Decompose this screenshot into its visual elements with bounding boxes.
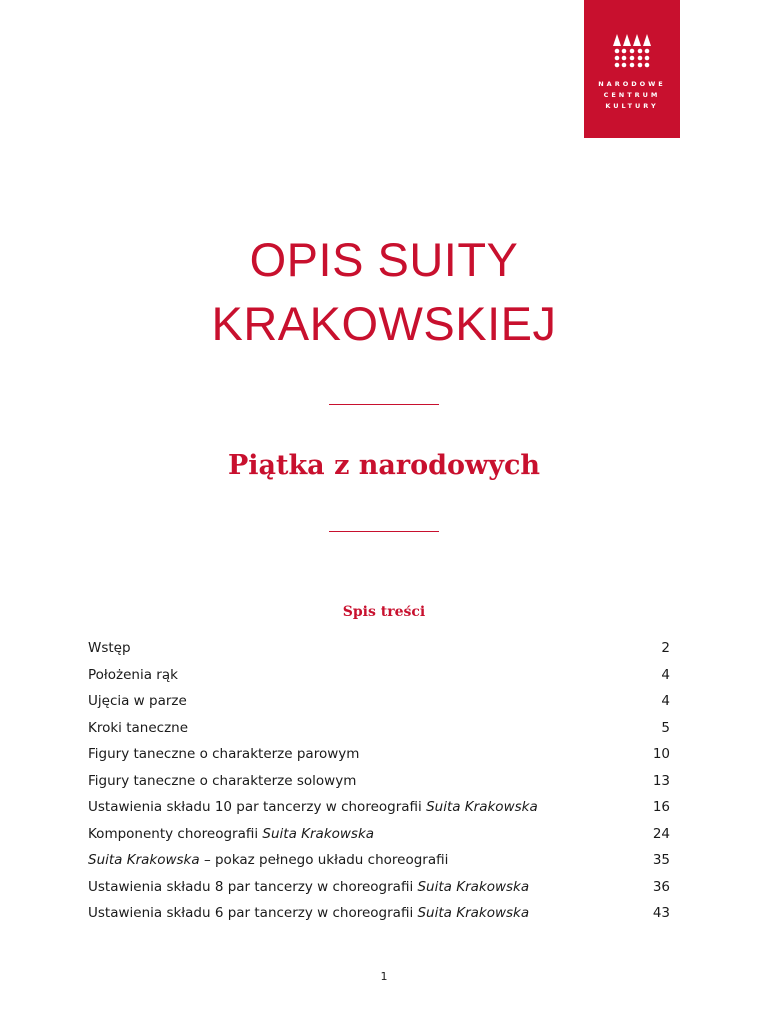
toc-entry-italic: Suita Krakowska xyxy=(262,825,375,842)
toc-entry-title xyxy=(88,826,374,842)
toc-heading: Spis treści xyxy=(342,604,426,620)
toc-entry-text: Figury taneczne o charakterze solowym xyxy=(88,772,357,789)
toc-entry-italic: Suita Krakowska xyxy=(417,905,530,921)
divider-bottom xyxy=(329,531,439,532)
crown-icon xyxy=(613,34,651,70)
toc-entry[interactable] xyxy=(88,773,670,800)
toc-entry-text: Figury taneczne o charakterze parowym xyxy=(88,746,360,762)
toc-entry[interactable] xyxy=(88,667,670,694)
toc-entry-title xyxy=(88,640,131,656)
toc-entry-page: 2 xyxy=(661,640,670,656)
table-of-contents xyxy=(88,640,670,932)
toc-entry-text: – pokaz pełnego układu choreografii xyxy=(199,852,449,868)
logo-text xyxy=(598,79,666,112)
logo-text-line: KULTURY xyxy=(605,102,659,110)
toc-entry-italic: Suita Krakowska xyxy=(426,799,538,815)
toc-entry-text: Położenia rąk xyxy=(88,666,178,683)
toc-entry-title xyxy=(88,773,356,789)
narodowe-centrum-kultury-logo xyxy=(584,0,680,138)
logo-text-line: NARODOWE xyxy=(598,80,666,88)
document-subtitle: Piątka z narodowych xyxy=(227,450,541,481)
toc-entry-page: 4 xyxy=(661,693,670,709)
toc-entry[interactable] xyxy=(88,852,670,879)
document-title xyxy=(0,228,768,356)
toc-entry-title xyxy=(88,667,178,683)
toc-entry[interactable] xyxy=(88,746,670,773)
toc-entry-italic: Suita Krakowska xyxy=(417,878,530,895)
title-line-2: KRAKOWSKIEJ xyxy=(211,297,557,350)
toc-entry[interactable] xyxy=(88,905,670,932)
toc-entry-page: 36 xyxy=(652,878,670,895)
page-number: 1 xyxy=(380,970,388,983)
toc-entry-page: 10 xyxy=(652,746,670,762)
title-line-1: OPIS SUITY xyxy=(249,233,519,286)
toc-entry-page: 24 xyxy=(652,825,670,842)
toc-entry-italic: Suita Krakowska xyxy=(88,852,200,868)
toc-entry[interactable] xyxy=(88,799,670,826)
toc-entry[interactable] xyxy=(88,640,670,667)
toc-entry[interactable] xyxy=(88,693,670,720)
toc-entry-page: 13 xyxy=(652,772,670,789)
toc-entry-text: Ustawienia składu 6 par tancerzy w choreografii xyxy=(88,905,418,921)
toc-entry[interactable] xyxy=(88,826,670,853)
toc-entry-page: 4 xyxy=(661,666,670,683)
toc-entry-page: 35 xyxy=(652,852,670,868)
toc-entry-text: Kroki taneczne xyxy=(88,719,189,736)
toc-entry-text: Komponenty choreografii xyxy=(88,825,263,842)
toc-entry-title xyxy=(88,852,448,868)
toc-entry-page: 5 xyxy=(661,719,670,736)
logo-text-line: CENTRUM xyxy=(603,91,661,99)
toc-entry-page: 16 xyxy=(652,799,670,815)
toc-entry-title xyxy=(88,905,529,921)
toc-entry-title xyxy=(88,693,187,709)
toc-entry-text: Ustawienia składu 8 par tancerzy w choreografii xyxy=(88,878,418,895)
toc-entry[interactable] xyxy=(88,720,670,747)
toc-entry[interactable] xyxy=(88,879,670,906)
toc-entry-title xyxy=(88,720,188,736)
toc-entry-text: Ujęcia w parze xyxy=(88,693,187,709)
toc-entry-text: Wstęp xyxy=(88,640,131,656)
toc-entry-text: Ustawienia składu 10 par tancerzy w choreografii xyxy=(88,799,427,815)
toc-entry-title xyxy=(88,799,538,815)
toc-entry-title xyxy=(88,879,529,895)
toc-entry-title xyxy=(88,746,359,762)
divider-top xyxy=(329,404,439,405)
toc-entry-page: 43 xyxy=(652,905,670,921)
